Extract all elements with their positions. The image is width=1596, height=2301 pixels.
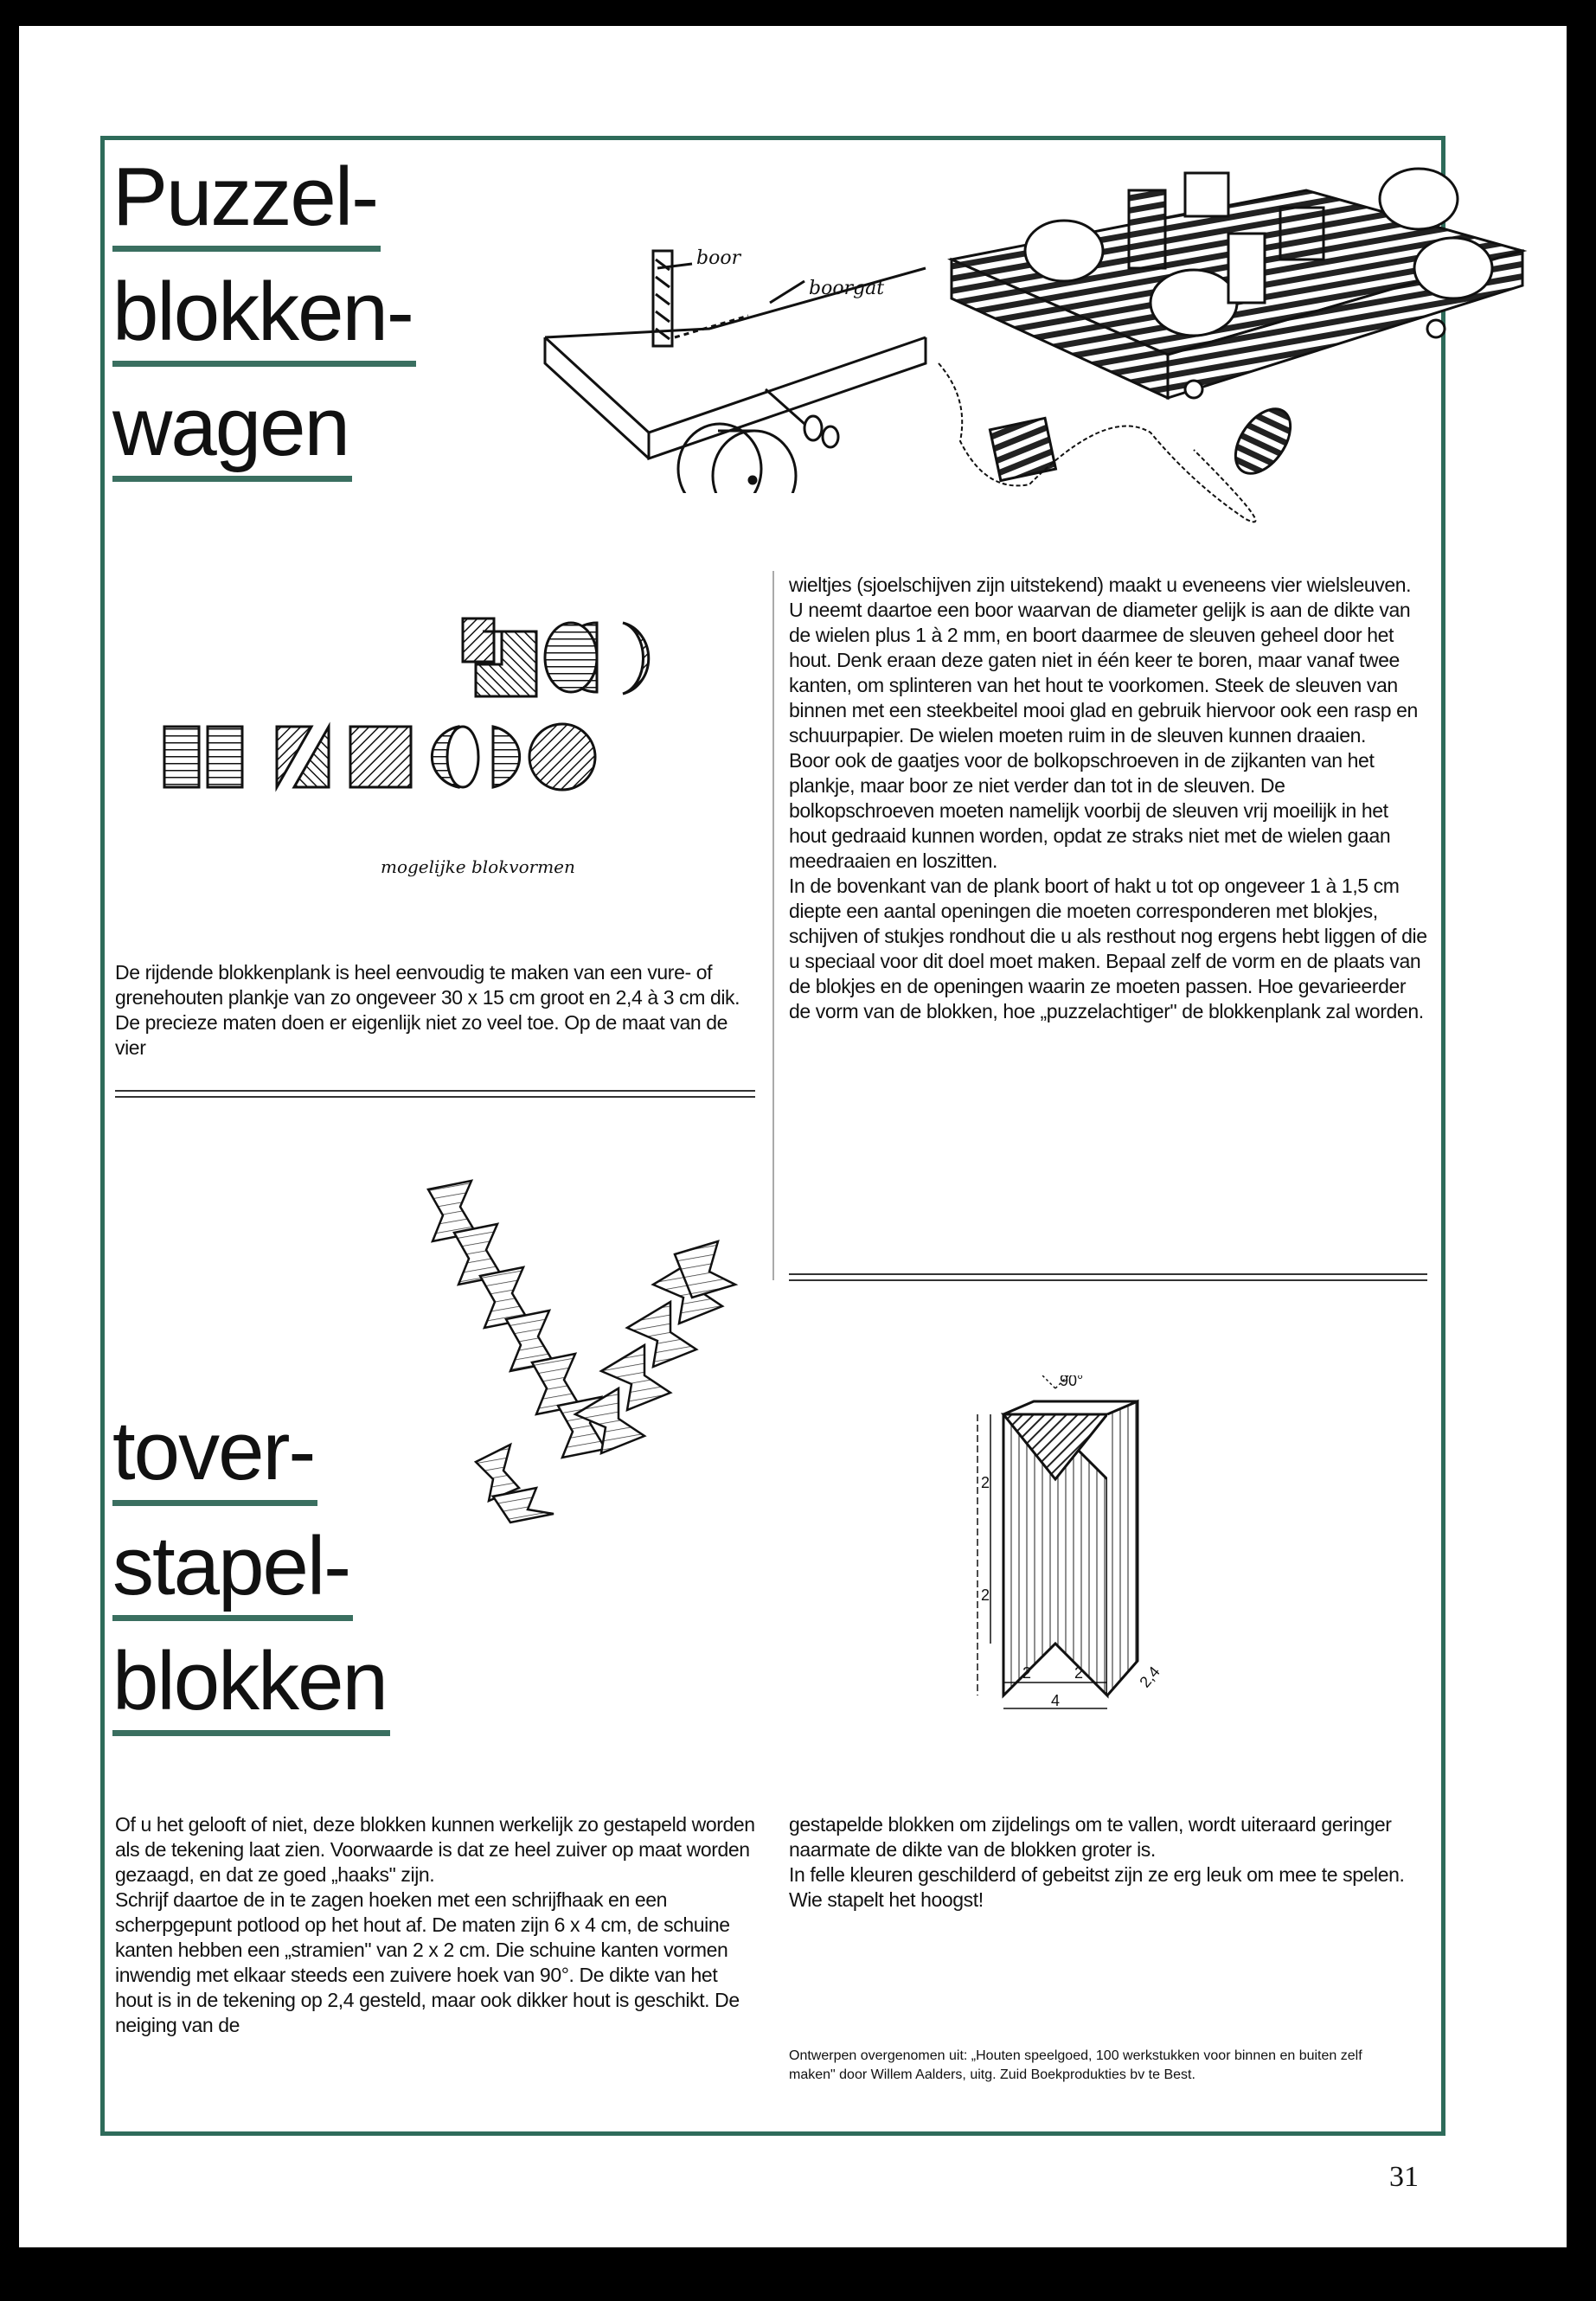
- scan-edge-left: [0, 0, 19, 2301]
- block-shapes-illustration: [156, 597, 709, 796]
- column-divider: [772, 571, 774, 1280]
- label-width: 4: [1051, 1692, 1061, 1709]
- wagon-illustration: [934, 156, 1531, 545]
- paragraph: wieltjes (sjoelschijven zijn uitstekend) maakt u eveneens vier wielsleuven. U neemt daartoe een boor waarvan de diameter gelijk is aan de dikte van de wielen plus 1 à 2 mm, en boort daarmee de sleuven geheel door het hout. Denk eraan deze gaten niet in één keer te boren, maar vanaf twee kanten, om splinteren van het hout te voorkomen. Steek de sleuven van binnen met een steekbeitel mooi glad en gebruik hiervoor ook een rasp en schuurpapier. De wielen moeten ruim in de sleuven kunnen draaien.: [789, 574, 1418, 747]
- paragraph: In de bovenkant van de plank boort of hakt u tot op ongeveer 1 à 1,5 cm diepte een aantal openingen die moeten corresponderen met blokjes, schijven of stukjes rondhout die u als resthout nog ergens hebt liggen of die u speciaal voor dit doel moet maken. Bepaal zelf de vorm en de plaats van de blokjes en de openingen waarin ze moeten passen. Hoe gevarieerder de vorm van de blokken, hoe „puzzelachtiger" de blokkenplank zal worden.: [789, 875, 1427, 1022]
- paragraph: Of u het gelooft of niet, deze blokken kunnen werkelijk zo gestapeld worden als de tekening laat zien. Voorwaarde is dat ze heel zuiver op maat worden gezaagd, en dat ze goed „haaks" zijn.: [115, 1813, 755, 1886]
- divider: [789, 1273, 1427, 1281]
- title-toverstapelblokken: [112, 1403, 390, 1748]
- label-base-half-b: 2: [1074, 1664, 1084, 1682]
- label-side-b: 2: [981, 1586, 990, 1604]
- source-credit: Ontwerpen overgenomen uit: „Houten speelgoed, 100 werkstukken voor binnen en buiten zelf maken" door Willem Aalders, uitg. Zuid Boekprodukties bv te Best.: [789, 2048, 1362, 2082]
- scan-edge-top: [0, 0, 1596, 26]
- label-angle: 90°: [1060, 1375, 1084, 1389]
- paragraph: Boor ook de gaatjes voor de bolkopschroeven in de zijkanten van het plankje, maar boor ze niet verder dan tot in de sleuven. De bolkopschroeven moeten namelijk voorbij de sleuven vrij moeilijk in het hout gedraaid kunnen worden, opdat ze straks niet met de wielen gaan meedraaien en loszitten.: [789, 749, 1391, 872]
- article2-left-column: [115, 1812, 755, 2038]
- title-line: blokken-: [112, 264, 416, 367]
- label-boorgat: boorgat: [809, 278, 885, 299]
- title-line: stapel-: [112, 1518, 353, 1621]
- paragraph: De rijdende blokkenplank is heel eenvoudig te maken van een vure- of grenehouten plankje van zo ongeveer 30 x 15 cm groot en 2,4 à 3 cm dik. De precieze maten doen er eigenlijk niet zo veel toe. Op de maat van de vier: [115, 961, 740, 1059]
- stacked-blocks-illustration: [407, 1168, 770, 1531]
- divider: [115, 1090, 755, 1098]
- paragraph: In felle kleuren geschilderd of gebeitst zijn ze erg leuk om mee te spelen. Wie stapelt het hoogst!: [789, 1863, 1405, 1911]
- paragraph: Schrijf daartoe de in te zagen hoeken met een schrijfhaak en een scherpgepunt potlood op het hout af. De maten zijn 6 x 4 cm, de schuine kanten hebben een „stramien" van 2 x 2 cm. Die schuine kanten vormen inwendig met elkaar steeds een zuivere hoek van 90°. De dikte van het hout is in de tekening op 2,4 gesteld, maar ook dikker hout is geschikt. De neiging van de: [115, 1888, 740, 2036]
- label-base-half-a: 2: [1022, 1664, 1032, 1682]
- wheel-mount-illustration: [519, 234, 934, 493]
- title-line: Puzzel-: [112, 149, 381, 252]
- scan-edge-bottom: [0, 2247, 1596, 2301]
- article1-left-column: [115, 960, 755, 1061]
- paragraph: gestapelde blokken om zijdelings om te vallen, wordt uiteraard geringer naarmate de dikte van de blokken groter is.: [789, 1813, 1392, 1861]
- shapes-caption: mogelijke blokvormen: [381, 856, 575, 877]
- title-puzzelblokkenwagen: [112, 149, 416, 494]
- page-number: 31: [1389, 2161, 1419, 2193]
- title-line: blokken: [112, 1633, 390, 1736]
- label-thickness: 2,4: [1136, 1663, 1163, 1691]
- block-dimension-drawing: [969, 1375, 1254, 1713]
- title-line: wagen: [112, 379, 352, 482]
- label-side-a: 2: [981, 1474, 990, 1491]
- article1-right-column: [789, 573, 1427, 1024]
- label-boor: boor: [696, 247, 741, 269]
- scan-edge-right: [1567, 0, 1596, 2301]
- article2-right-column: [789, 1812, 1427, 1913]
- title-line: tover-: [112, 1403, 317, 1506]
